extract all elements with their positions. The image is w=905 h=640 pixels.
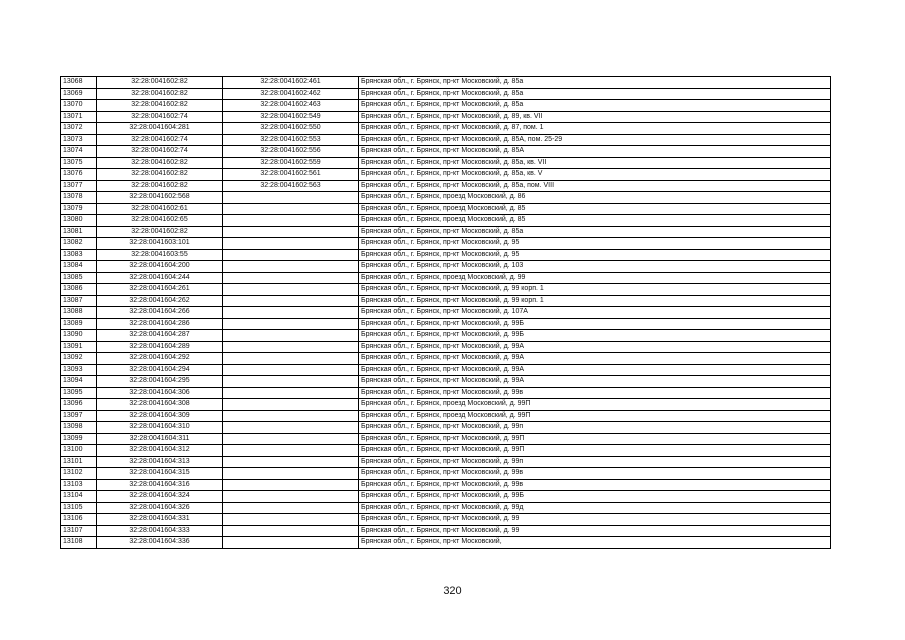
- address-cell: Брянская обл., г. Брянск, пр-кт Московский, д. 95: [359, 238, 831, 250]
- row-number-cell: 13095: [61, 387, 97, 399]
- cadastral-number-cell: 32:28:0041604:286: [97, 318, 223, 330]
- table-row: [61, 238, 831, 250]
- row-number-cell: 13080: [61, 215, 97, 227]
- row-number-cell: 13074: [61, 146, 97, 158]
- cadastral-number-cell: 32:28:0041602:82: [97, 77, 223, 89]
- object-cadastral-number-cell: 32:28:0041602:561: [223, 169, 359, 181]
- cadastral-number-cell: 32:28:0041604:310: [97, 422, 223, 434]
- object-cadastral-number-cell: 32:28:0041602:463: [223, 100, 359, 112]
- address-cell: Брянская обл., г. Брянск, пр-кт Московский, д. 87, пом. 1: [359, 123, 831, 135]
- cadastral-number-cell: 32:28:0041604:306: [97, 387, 223, 399]
- cadastral-number-cell: 32:28:0041604:316: [97, 479, 223, 491]
- cadastral-number-cell: 32:28:0041604:326: [97, 502, 223, 514]
- cadastral-number-cell: 32:28:0041604:261: [97, 284, 223, 296]
- row-number-cell: 13083: [61, 249, 97, 261]
- table-row: [61, 284, 831, 296]
- object-cadastral-number-cell: [223, 387, 359, 399]
- object-cadastral-number-cell: 32:28:0041602:556: [223, 146, 359, 158]
- address-cell: Брянская обл., г. Брянск, пр-кт Московский, д. 103: [359, 261, 831, 273]
- address-cell: Брянская обл., г. Брянск, пр-кт Московский, д. 99 корп. 1: [359, 295, 831, 307]
- table-row: [61, 353, 831, 365]
- row-number-cell: 13088: [61, 307, 97, 319]
- table-row: [61, 134, 831, 146]
- address-cell: Брянская обл., г. Брянск, проезд Московский, д. 99П: [359, 399, 831, 411]
- address-cell: Брянская обл., г. Брянск, проезд Московский, д. 86: [359, 192, 831, 204]
- address-cell: Брянская обл., г. Брянск, пр-кт Московский, д. 99А: [359, 353, 831, 365]
- address-cell: Брянская обл., г. Брянск, пр-кт Московский, д. 85а: [359, 77, 831, 89]
- row-number-cell: 13108: [61, 537, 97, 549]
- row-number-cell: 13092: [61, 353, 97, 365]
- address-cell: Брянская обл., г. Брянск, проезд Московский, д. 99П: [359, 410, 831, 422]
- cadastral-number-cell: 32:28:0041602:74: [97, 111, 223, 123]
- object-cadastral-number-cell: [223, 215, 359, 227]
- object-cadastral-number-cell: [223, 226, 359, 238]
- table-row: [61, 123, 831, 135]
- cadastral-number-cell: 32:28:0041602:74: [97, 146, 223, 158]
- table-row: [61, 376, 831, 388]
- cadastral-number-cell: 32:28:0041602:82: [97, 226, 223, 238]
- object-cadastral-number-cell: [223, 330, 359, 342]
- address-cell: Брянская обл., г. Брянск, проезд Московский, д. 99: [359, 272, 831, 284]
- row-number-cell: 13100: [61, 445, 97, 457]
- table-row: [61, 307, 831, 319]
- cadastral-number-cell: 32:28:0041602:65: [97, 215, 223, 227]
- object-cadastral-number-cell: 32:28:0041602:550: [223, 123, 359, 135]
- cadastral-number-cell: 32:28:0041604:294: [97, 364, 223, 376]
- object-cadastral-number-cell: 32:28:0041602:461: [223, 77, 359, 89]
- address-cell: Брянская обл., г. Брянск, пр-кт Московский, д. 99п: [359, 422, 831, 434]
- cadastral-number-cell: 32:28:0041602:82: [97, 180, 223, 192]
- object-cadastral-number-cell: [223, 445, 359, 457]
- table-row: [61, 422, 831, 434]
- table-row: [61, 249, 831, 261]
- cadastral-number-cell: 32:28:0041602:82: [97, 157, 223, 169]
- cadastral-number-cell: 32:28:0041604:336: [97, 537, 223, 549]
- object-cadastral-number-cell: [223, 318, 359, 330]
- table-row: [61, 169, 831, 181]
- cadastral-number-cell: 32:28:0041604:331: [97, 514, 223, 526]
- row-number-cell: 13069: [61, 88, 97, 100]
- address-cell: Брянская обл., г. Брянск, пр-кт Московский, д. 99П: [359, 445, 831, 457]
- row-number-cell: 13091: [61, 341, 97, 353]
- table-row: [61, 157, 831, 169]
- address-cell: Брянская обл., г. Брянск, пр-кт Московский, д. 85А: [359, 146, 831, 158]
- table-row: [61, 468, 831, 480]
- table-row: [61, 525, 831, 537]
- address-cell: Брянская обл., г. Брянск, проезд Московский, д. 85: [359, 203, 831, 215]
- address-cell: Брянская обл., г. Брянск, пр-кт Московский, д. 99П: [359, 433, 831, 445]
- row-number-cell: 13071: [61, 111, 97, 123]
- table-row: [61, 479, 831, 491]
- object-cadastral-number-cell: [223, 307, 359, 319]
- address-cell: Брянская обл., г. Брянск, пр-кт Московский, д. 99Б: [359, 330, 831, 342]
- table-row: [61, 272, 831, 284]
- row-number-cell: 13105: [61, 502, 97, 514]
- address-cell: Брянская обл., г. Брянск, пр-кт Московский, д. 99в: [359, 479, 831, 491]
- table-row: [61, 180, 831, 192]
- row-number-cell: 13079: [61, 203, 97, 215]
- address-cell: Брянская обл., г. Брянск, пр-кт Московский, д. 99: [359, 525, 831, 537]
- cadastral-number-cell: 32:28:0041602:61: [97, 203, 223, 215]
- cadastral-number-cell: 32:28:0041604:309: [97, 410, 223, 422]
- row-number-cell: 13076: [61, 169, 97, 181]
- address-cell: Брянская обл., г. Брянск, пр-кт Московский, д. 85а, кв. VII: [359, 157, 831, 169]
- table-row: [61, 192, 831, 204]
- row-number-cell: 13102: [61, 468, 97, 480]
- object-cadastral-number-cell: 32:28:0041602:462: [223, 88, 359, 100]
- table-row: [61, 146, 831, 158]
- table-row: [61, 215, 831, 227]
- cadastral-number-cell: 32:28:0041604:289: [97, 341, 223, 353]
- page-number: 320: [443, 585, 462, 597]
- row-number-cell: 13085: [61, 272, 97, 284]
- table-row: [61, 537, 831, 549]
- table-row: [61, 261, 831, 273]
- address-cell: Брянская обл., г. Брянск, пр-кт Московский, д. 85а: [359, 226, 831, 238]
- address-cell: Брянская обл., г. Брянск, пр-кт Московский, д. 95: [359, 249, 831, 261]
- address-cell: Брянская обл., г. Брянск, пр-кт Московский, д. 85а: [359, 88, 831, 100]
- object-cadastral-number-cell: 32:28:0041602:549: [223, 111, 359, 123]
- object-cadastral-number-cell: 32:28:0041602:553: [223, 134, 359, 146]
- registry-table-body: [61, 77, 831, 549]
- object-cadastral-number-cell: 32:28:0041602:563: [223, 180, 359, 192]
- address-cell: Брянская обл., г. Брянск, пр-кт Московский, д. 85а, кв. V: [359, 169, 831, 181]
- row-number-cell: 13072: [61, 123, 97, 135]
- row-number-cell: 13084: [61, 261, 97, 273]
- row-number-cell: 13093: [61, 364, 97, 376]
- object-cadastral-number-cell: 32:28:0041602:559: [223, 157, 359, 169]
- table-row: [61, 387, 831, 399]
- object-cadastral-number-cell: [223, 491, 359, 503]
- row-number-cell: 13077: [61, 180, 97, 192]
- row-number-cell: 13075: [61, 157, 97, 169]
- row-number-cell: 13090: [61, 330, 97, 342]
- row-number-cell: 13094: [61, 376, 97, 388]
- object-cadastral-number-cell: [223, 192, 359, 204]
- table-row: [61, 341, 831, 353]
- address-cell: Брянская обл., г. Брянск, пр-кт Московский, д. 99А: [359, 341, 831, 353]
- row-number-cell: 13096: [61, 399, 97, 411]
- row-number-cell: 13082: [61, 238, 97, 250]
- address-cell: Брянская обл., г. Брянск, пр-кт Московский, д. 107А: [359, 307, 831, 319]
- cadastral-number-cell: 32:28:0041602:82: [97, 88, 223, 100]
- address-cell: Брянская обл., г. Брянск, пр-кт Московский, д. 99А: [359, 364, 831, 376]
- table-row: [61, 410, 831, 422]
- table-row: [61, 514, 831, 526]
- cadastral-number-cell: 32:28:0041604:313: [97, 456, 223, 468]
- object-cadastral-number-cell: [223, 410, 359, 422]
- object-cadastral-number-cell: [223, 433, 359, 445]
- object-cadastral-number-cell: [223, 284, 359, 296]
- table-row: [61, 203, 831, 215]
- cadastral-number-cell: 32:28:0041604:295: [97, 376, 223, 388]
- cadastral-number-cell: 32:28:0041603:55: [97, 249, 223, 261]
- object-cadastral-number-cell: [223, 456, 359, 468]
- table-row: [61, 88, 831, 100]
- cadastral-number-cell: 32:28:0041604:287: [97, 330, 223, 342]
- object-cadastral-number-cell: [223, 238, 359, 250]
- cadastral-number-cell: 32:28:0041604:312: [97, 445, 223, 457]
- address-cell: Брянская обл., г. Брянск, пр-кт Московский, д. 99 корп. 1: [359, 284, 831, 296]
- table-row: [61, 330, 831, 342]
- address-cell: Брянская обл., г. Брянск, пр-кт Московский, д. 99Б: [359, 491, 831, 503]
- cadastral-number-cell: 32:28:0041604:311: [97, 433, 223, 445]
- cadastral-number-cell: 32:28:0041603:101: [97, 238, 223, 250]
- address-cell: Брянская обл., г. Брянск, пр-кт Московский, д. 99п: [359, 456, 831, 468]
- table-row: [61, 318, 831, 330]
- address-cell: Брянская обл., г. Брянск, пр-кт Московский, д. 89, кв. VII: [359, 111, 831, 123]
- row-number-cell: 13103: [61, 479, 97, 491]
- table-row: [61, 364, 831, 376]
- object-cadastral-number-cell: [223, 502, 359, 514]
- row-number-cell: 13098: [61, 422, 97, 434]
- table-row: [61, 399, 831, 411]
- table-row: [61, 226, 831, 238]
- object-cadastral-number-cell: [223, 525, 359, 537]
- table-row: [61, 456, 831, 468]
- cadastral-number-cell: 32:28:0041604:266: [97, 307, 223, 319]
- row-number-cell: 13073: [61, 134, 97, 146]
- cadastral-number-cell: 32:28:0041602:568: [97, 192, 223, 204]
- cadastral-number-cell: 32:28:0041604:308: [97, 399, 223, 411]
- address-cell: Брянская обл., г. Брянск, проезд Московский, д. 85: [359, 215, 831, 227]
- table-row: [61, 445, 831, 457]
- table-row: [61, 502, 831, 514]
- object-cadastral-number-cell: [223, 422, 359, 434]
- table-row: [61, 491, 831, 503]
- table-row: [61, 295, 831, 307]
- object-cadastral-number-cell: [223, 261, 359, 273]
- cadastral-number-cell: 32:28:0041602:82: [97, 169, 223, 181]
- cadastral-number-cell: 32:28:0041602:74: [97, 134, 223, 146]
- row-number-cell: 13097: [61, 410, 97, 422]
- row-number-cell: 13101: [61, 456, 97, 468]
- address-cell: Брянская обл., г. Брянск, пр-кт Московский, д. 99Б: [359, 318, 831, 330]
- address-cell: Брянская обл., г. Брянск, пр-кт Московский, д. 85а: [359, 100, 831, 112]
- cadastral-number-cell: 32:28:0041602:82: [97, 100, 223, 112]
- cadastral-number-cell: 32:28:0041604:262: [97, 295, 223, 307]
- row-number-cell: 13081: [61, 226, 97, 238]
- row-number-cell: 13068: [61, 77, 97, 89]
- row-number-cell: 13089: [61, 318, 97, 330]
- address-cell: Брянская обл., г. Брянск, пр-кт Московский, д. 99: [359, 514, 831, 526]
- row-number-cell: 13078: [61, 192, 97, 204]
- table-row: [61, 100, 831, 112]
- object-cadastral-number-cell: [223, 376, 359, 388]
- address-cell: Брянская обл., г. Брянск, пр-кт Московский, д. 99в: [359, 387, 831, 399]
- cadastral-registry-table: [60, 76, 831, 549]
- cadastral-number-cell: 32:28:0041604:333: [97, 525, 223, 537]
- object-cadastral-number-cell: [223, 468, 359, 480]
- row-number-cell: 13106: [61, 514, 97, 526]
- object-cadastral-number-cell: [223, 353, 359, 365]
- object-cadastral-number-cell: [223, 364, 359, 376]
- object-cadastral-number-cell: [223, 479, 359, 491]
- table-row: [61, 77, 831, 89]
- cadastral-number-cell: 32:28:0041604:200: [97, 261, 223, 273]
- object-cadastral-number-cell: [223, 399, 359, 411]
- cadastral-number-cell: 32:28:0041604:292: [97, 353, 223, 365]
- object-cadastral-number-cell: [223, 295, 359, 307]
- object-cadastral-number-cell: [223, 514, 359, 526]
- row-number-cell: 13087: [61, 295, 97, 307]
- address-cell: Брянская обл., г. Брянск, пр-кт Московский,: [359, 537, 831, 549]
- cadastral-number-cell: 32:28:0041604:244: [97, 272, 223, 284]
- row-number-cell: 13070: [61, 100, 97, 112]
- address-cell: Брянская обл., г. Брянск, пр-кт Московский, д. 99д: [359, 502, 831, 514]
- object-cadastral-number-cell: [223, 249, 359, 261]
- row-number-cell: 13104: [61, 491, 97, 503]
- address-cell: Брянская обл., г. Брянск, пр-кт Московский, д. 85А, пом. 25-29: [359, 134, 831, 146]
- cadastral-number-cell: 32:28:0041604:324: [97, 491, 223, 503]
- row-number-cell: 13107: [61, 525, 97, 537]
- object-cadastral-number-cell: [223, 272, 359, 284]
- cadastral-number-cell: 32:28:0041604:315: [97, 468, 223, 480]
- row-number-cell: 13086: [61, 284, 97, 296]
- object-cadastral-number-cell: [223, 537, 359, 549]
- address-cell: Брянская обл., г. Брянск, пр-кт Московский, д. 85а, пом. VIII: [359, 180, 831, 192]
- object-cadastral-number-cell: [223, 341, 359, 353]
- address-cell: Брянская обл., г. Брянск, пр-кт Московский, д. 99в: [359, 468, 831, 480]
- cadastral-number-cell: 32:28:0041604:281: [97, 123, 223, 135]
- table-row: [61, 433, 831, 445]
- row-number-cell: 13099: [61, 433, 97, 445]
- table-row: [61, 111, 831, 123]
- address-cell: Брянская обл., г. Брянск, пр-кт Московский, д. 99А: [359, 376, 831, 388]
- object-cadastral-number-cell: [223, 203, 359, 215]
